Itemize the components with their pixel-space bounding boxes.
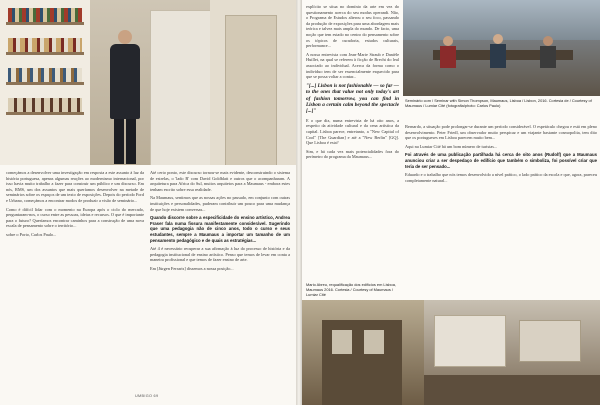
paragraph: Até certo ponto, este discurso tornou-se mais evidente, desconstruindo o sistema de estrelas, o 'lado B' com David Goldblatt e outros que o acompanharam. A arquitetura para Africa do Sul, muitos arquitetos para a Maumaus - embora estes tenham escrito sobre essa realidade. [150,170,290,192]
paragraph: Eduardo e o trabalho que nós temos desenvolvido a nível prático, o lado prático da escola e que, agora, pareceu completamente natural... [405,172,597,183]
right-column-2 [405,124,597,186]
left-page [0,0,296,405]
paragraph: começámos a desenvolver uma investigação em resposta a este assunto à luz da história portuguesa, apenas algumas reações ao modernismo internacional, por isso havia muito trabalho a fazer para construir um público e um discurso. Em nós, RMS, um dos assuntos que mais queríamos desenvolver na metade de seminários sobre os espaços de um texto de exposições. Depois do período Ford e Urbano, começámos a encontrar modos de produzir a visão de seminário... [6,170,144,203]
paragraph: A nossa entrevista com Jean-Marie Straub e Danièle Huillet, na qual se referem à ficção de Brecht do leal associado ao individual. Acerca da forma como o indivíduo tem de ser essencialmente esquecido para que se possa voltar a contar... [306,51,399,80]
left-column-1 [6,170,144,241]
paragraph: sobre o Porto, Carlos Paulo... [6,231,57,237]
top-photo-caption: Seminário com / Seminar with Simon Thompson, Maumaus, Lisboa / Lisbon, 2016. Cortesia de / Courtesy of Maumaus / Lumiar Cité (fotografia/photo: Carlos Paulo) [405,98,592,108]
paragraph: Sim, e há cada vez mais potencialidades fora do perímetro do programa da Maumaus... [306,148,399,160]
building-photo [302,300,424,405]
pull-quote: "[...] Lisbon is not fashionable — so far — to the ones that value not only today's art of fashion tomorrow, you can find in Lisbon a certain calm beyond the spectacle [...]" [306,82,399,115]
left-column-2 [150,170,290,275]
interview-question: Foi através de uma publicação partilhada há cerca de oito anos (Rudolf) que a Maumaus anunciou criar a ser despedaço de edifício que também o simboliza, foi possível criar que teria de ser pensado... [405,152,597,169]
bottom-photo-caption: Mario Abreu, requalificação dos edifícios em Lisboa, Maumaus 2016. Cortesia / Courtesy of Maumaus / Lumiar Cité [306,282,396,297]
exhibition-photo [424,300,600,405]
paragraph: Como é difícil lidar com o momento na Europa após o ciclo do mercado, perguntaram-nos, o curso entre as pessoas, ideias e recursos. O que é importante para o futuro? Queríamos encontrar caminhos para a construção de uma nova escala de pensamento sobre o território... [6,206,144,229]
right-column-1 [306,4,399,163]
paragraph: explícito se situa no domínio da arte em vez do questionamento acerca do seu modus operandi. Não, o Programa de Estudos alterou o seu foco, passando da produção de exposições para uma abordagem mais teórica e talvez mais ampla do mundo. De facto, uma noção que tem estado no centro do pensamento sobre os tópicos de curadoria, estudos culturais, performance... [306,4,399,49]
paragraph: Até 4 é necessário recuperar a sua afirmação à luz do processo de história e da pedagogia institucional de ensino artístico. Penso que temos de levar em conta a maneira profissional e que temos de fazer ensino de arte. [150,246,290,263]
interior-photo [0,0,296,165]
paragraph: Em [Jürgen Ferraris] dissemos a nossa posição... [150,265,234,271]
paragraph: Bernardo, a situação pode prolongar-se durante um período considerável. O espetáculo chegou e está em pleno desenvolvimento. Peter Friedl, um observador muito perspicaz e um viajante bastante cosmopolita, tem dito que os portugueses em Lisboa parecem muito bem... [405,124,597,141]
interview-question: Quando discorre sobre a especificidade do ensino artístico, Andrea Fraser fala numa fissura manifestamente considerável. Sugerindo que uma pedagogia não de cinco anos, todo o curso e seus estudantes, sempre a Maumaus a importar um tamanho de um pensamento pedagógico e de quais as estratégias... [150,215,290,243]
paragraph: Aqui na Lumiar Cité há um bom número de turistas... [405,143,498,149]
paragraph: E o que diz, numa entrevista de há oito anos, a respeito da atividade cultural e da cena artística da capital. Lisboa parece, entretanto, a "New Capital of Cool" [The Guardian] e até a "New Berlin" [GQ]. Que Lisboa é esta? [306,117,399,146]
page-footer: UMBIGO 69 [135,394,159,398]
paragraph: Na Maumaus, sentimos que as nossas ações no passado, em conjunto com outras instituições e personalidades, puderam contribuir um pouco para uma mudança de que hoje existem conversas... [150,195,290,212]
seminar-photo [403,0,600,96]
